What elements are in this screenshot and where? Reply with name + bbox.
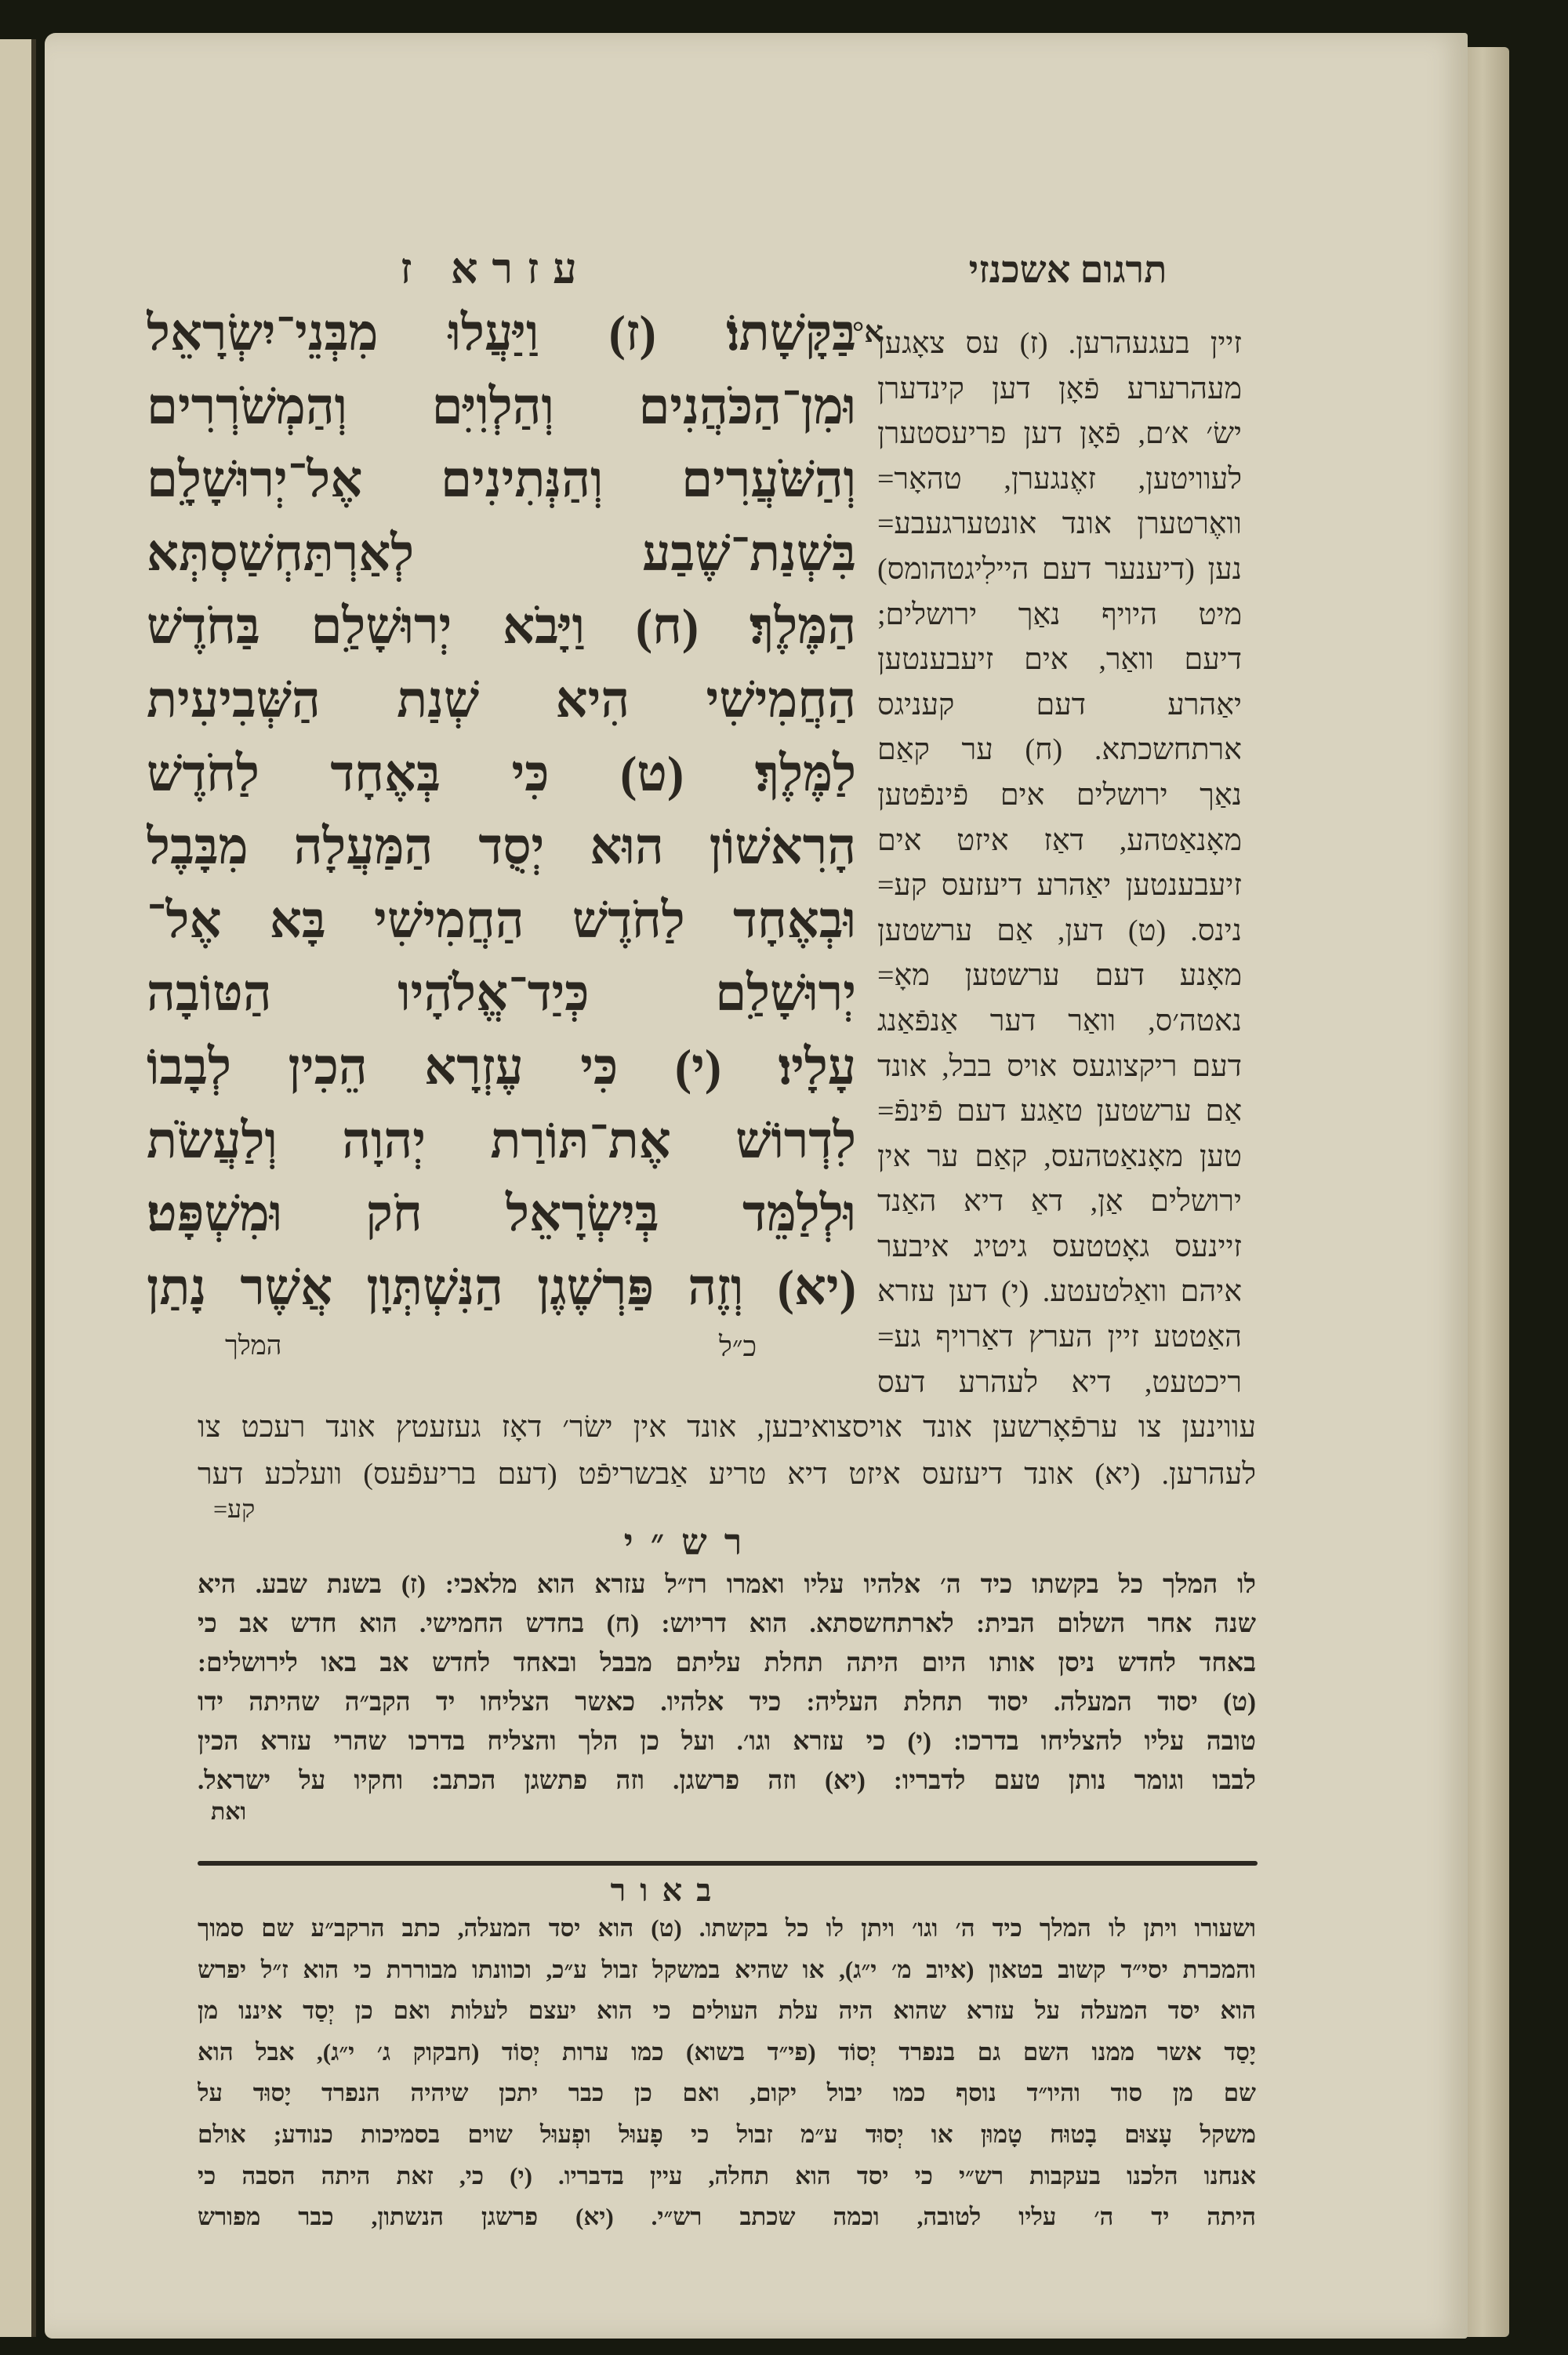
text-line: שם מן סוד והיו״ד נוסף כמו יבול יקום, ואם כן כבר יתכן שיהיה הנפרד יָסוּד על [198, 2079, 1256, 2107]
text-line: מיט היויף נאַך ירושלים; [877, 598, 1242, 631]
text-line: לעהרען. (יא) אונד דיעזעס איזט דיא טריע אַבשריפֿט (דעם בריעפֿעס) וועלכע דער [198, 1458, 1256, 1491]
text-line: ירושלים אַן, דאַ דיא האַנד [877, 1185, 1242, 1219]
text-line: היתה יד ה׳ עליו לטובה, וכמה שכתב רש״י. (יא) פרשגן הנשתון, כבר מפורש [198, 2203, 1256, 2231]
previous-page-edge [0, 39, 36, 2337]
main-text-column [147, 296, 856, 1324]
biur-commentary [198, 1908, 1256, 2238]
text-line: זיעבענטען יאַהרע דיעזעס קע= [877, 869, 1242, 903]
text-line: עווינען צו ערפֿאָרשען אונד אויסצואיבען, אונד אין ישׂר׳ דאָז געזעטץ אונד רעכט צו [198, 1411, 1256, 1444]
text-line: בַּקָּשָׁתוֹ׃ (ז) וַיַּעֲלוּ מִבְּנֵי־יִשְׂרָאֵל [147, 305, 856, 361]
running-head-book-chapter: עזרא ז [400, 245, 591, 293]
book-page [45, 33, 1468, 2339]
text-line: מאָנאַטהע, דאַז איזט אים [877, 823, 1242, 857]
catchword-rashi: ואת [211, 1799, 247, 1825]
text-line: האַטטע זיין הערץ דאַרויף גע= [877, 1321, 1242, 1354]
running-head-translation: תרגום אשכנזי [968, 249, 1167, 291]
text-line: יָסַד אשר ממנו השם גם בנפרד יְסוֹד (פי״ד בשוא) כמו ערות יְסוֹד (חבקוק ג׳ י״ג), אבל הוא [198, 2037, 1256, 2066]
text-line: יאַהרע דעם קעניגס [877, 688, 1242, 721]
text-line: ריכטעט, דיא לעהרע דעס [877, 1365, 1242, 1399]
text-line: לו המלך כל בקשתו כיד ה׳ אלהיו עליו ואמרו רז״ל עזרא הוא מלאכי: (ז) בשנת שבע. היא [198, 1571, 1256, 1599]
catchword-translation: קע= [213, 1495, 256, 1523]
text-line: וּלְלַמֵּד בְּיִשְׂרָאֵל חֹק וּמִשְׁפָּט׃ [147, 1186, 856, 1242]
text-line: וּבְאֶחָד לַחֹדֶשׁ הַחֲמִישִׁי בָּא אֶל־ [147, 892, 856, 948]
text-line: הוא יסד המעלה על עזרא שהוא היה עלת העולים כי הוא יעצם לעלות ואם כן יְסַד איננו מן [198, 1997, 1256, 2025]
text-line: מאָנע דעם ערשטען מאָ= [877, 959, 1242, 993]
text-line: נאטה׳ס, וואַר דער אַנפֿאַנג [877, 1004, 1242, 1038]
text-line: הַחֲמִישִׁי הִיא שְׁנַת הַשְּׁבִיעִית [147, 671, 856, 728]
text-line: והמכרת יסי״ד קשוב בטאון (איוב מ׳ י״ג), או שהיא במשקל זבול ע״כ, וכוונתו מבוררת כי הוא ז״ל יפרש [198, 1955, 1256, 1983]
text-line: אַם ערשטען טאַגע דעם פֿינפֿ= [877, 1095, 1242, 1128]
text-line: לעוויטען, זאֶנגערן, טהאָר= [877, 462, 1242, 496]
section-divider [198, 1861, 1258, 1866]
text-line: ארתחשכתא. (ח) ער קאַם [877, 733, 1242, 767]
text-line: לִדְרוֹשׁ אֶת־תּוֹרַת יְהוָה וְלַעֲשֹׂת [147, 1112, 856, 1168]
text-line: טובה עליו להצליחו בדרכו: (י) כי עזרא וגו׳. ועל כן הלך והצליח בדרכו שהרי עזרא הכין [198, 1728, 1256, 1756]
signature-mark: כ״ל [719, 1331, 757, 1362]
text-line: נינס. (ט) דען, אַם ערשטען [877, 914, 1242, 947]
translation-continued [198, 1404, 1256, 1498]
text-line: שנה אחר השלום הבית: לארתחשסתא. הוא דריוש: (ח) בחדש החמישי. הוא חדש אב כי [198, 1610, 1256, 1638]
text-line: הָרִאשׁוֹן הוּא יְסֻד הַמַּעֲלָה מִבָּבֶל [147, 819, 856, 875]
margin-note-marker: א° [852, 316, 884, 349]
text-line: טען מאָנאַטהעס, קאַם ער אין [877, 1139, 1242, 1173]
biur-heading: באור [610, 1873, 726, 1908]
text-line: באחד לחדש ניסן אותו היום היתה תחלת עליתם מבבל ובאחד לחדש אב באו לירושלים: [198, 1649, 1256, 1677]
text-line: זיינעס גאָטטעס גיטיג איבער [877, 1230, 1242, 1263]
text-line: מעהרערע פֿאָן דען קינדערן [877, 372, 1242, 405]
text-line: אנחנו הלכנו בעקבות רש״י כי יסד הוא תחלה, עיין בדבריו. (י) כי, זאת היתה הסבה כי [198, 2161, 1256, 2190]
text-line: וואֶרטערן אונד אונטערגעבע= [877, 507, 1242, 541]
text-line: משקל עָצוּם בָטוּח טָמוּן או יְסוּד ע״מ זבול כי פָעוּל ופְעוּל שוים בסמיכות כנודע; אולם [198, 2120, 1256, 2148]
text-line: זיין בעגעהרען. (ז) עס צאָגען [877, 327, 1242, 360]
text-line: הַמֶּלֶךְ׃ (ח) וַיָּבֹא יְרוּשָׁלַ͏ִם בַּחֹדֶשׁ [147, 598, 856, 655]
text-line: נען (דיענער דעם היילִיגטהומס) [877, 552, 1242, 586]
translation-column [877, 322, 1242, 1405]
text-line: יְרוּשָׁלַ͏ִם כְּיַד־אֱלֹהָיו הַטּוֹבָה [147, 965, 856, 1022]
text-line: נאַך ירושלים אים פֿינפֿטען [877, 778, 1242, 812]
text-line: לבבו וגומר נותן טעם לדבריו: (יא) וזה פרשגן. וזה פתשגן הכתב: וחקיו על ישראל. [198, 1767, 1256, 1795]
text-line: דעם ריקצוגעס אויס בבל, אונד [877, 1049, 1242, 1083]
text-line: (ט) יסוד המעלה. יסוד תחלת העליה: כיד אלהיו. כאשר הצליחו יד הקב״ה שהיתה ידו [198, 1688, 1256, 1717]
text-line: איהם וואַלטעטע. (י) דען עזרא [877, 1275, 1242, 1309]
text-line: וּמִן־הַכֹּהֲנִים וְהַלְוִיִּם וְהַמְשֹׁרְרִים [147, 378, 856, 434]
text-line: ושעורו ויתן לו המלך כיד ה׳ וגו׳ ויתן לו כל בקשתו. (ט) הוא יסד המעלה, כתב הרקב״ע שם סמוך [198, 1914, 1256, 1942]
text-line: (יא) וְזֶה פַּרְשֶׁגֶן הַנִּשְׁתְּוָן אֲשֶׁר נָתַן [147, 1259, 856, 1315]
text-line: לַמֶּלֶךְ׃ (ט) כִּי בְּאֶחָד לַחֹדֶשׁ [147, 745, 856, 801]
text-line: וְהַשֹּׁעֲרִים וְהַנְּתִינִים אֶל־יְרוּשָׁלָ͏ִם [147, 452, 856, 508]
text-line: ישׂ׳ א׳ם, פֿאָן דען פריעסטערן [877, 417, 1242, 451]
text-line: דיעם וואַר, אים זיעבענטען [877, 643, 1242, 677]
text-line: עָלָיו׃ (י) כִּי עֶזְרָא הֵכִין לְבָבוֹ [147, 1038, 856, 1095]
rashi-heading: רש״י [623, 1522, 760, 1562]
catchword-main: המלך [225, 1332, 282, 1361]
rashi-commentary [198, 1565, 1256, 1801]
text-line: בִּשְׁנַת־שֶׁבַע לְאַרְתַּחְשַׁסְתְּא [147, 525, 856, 581]
